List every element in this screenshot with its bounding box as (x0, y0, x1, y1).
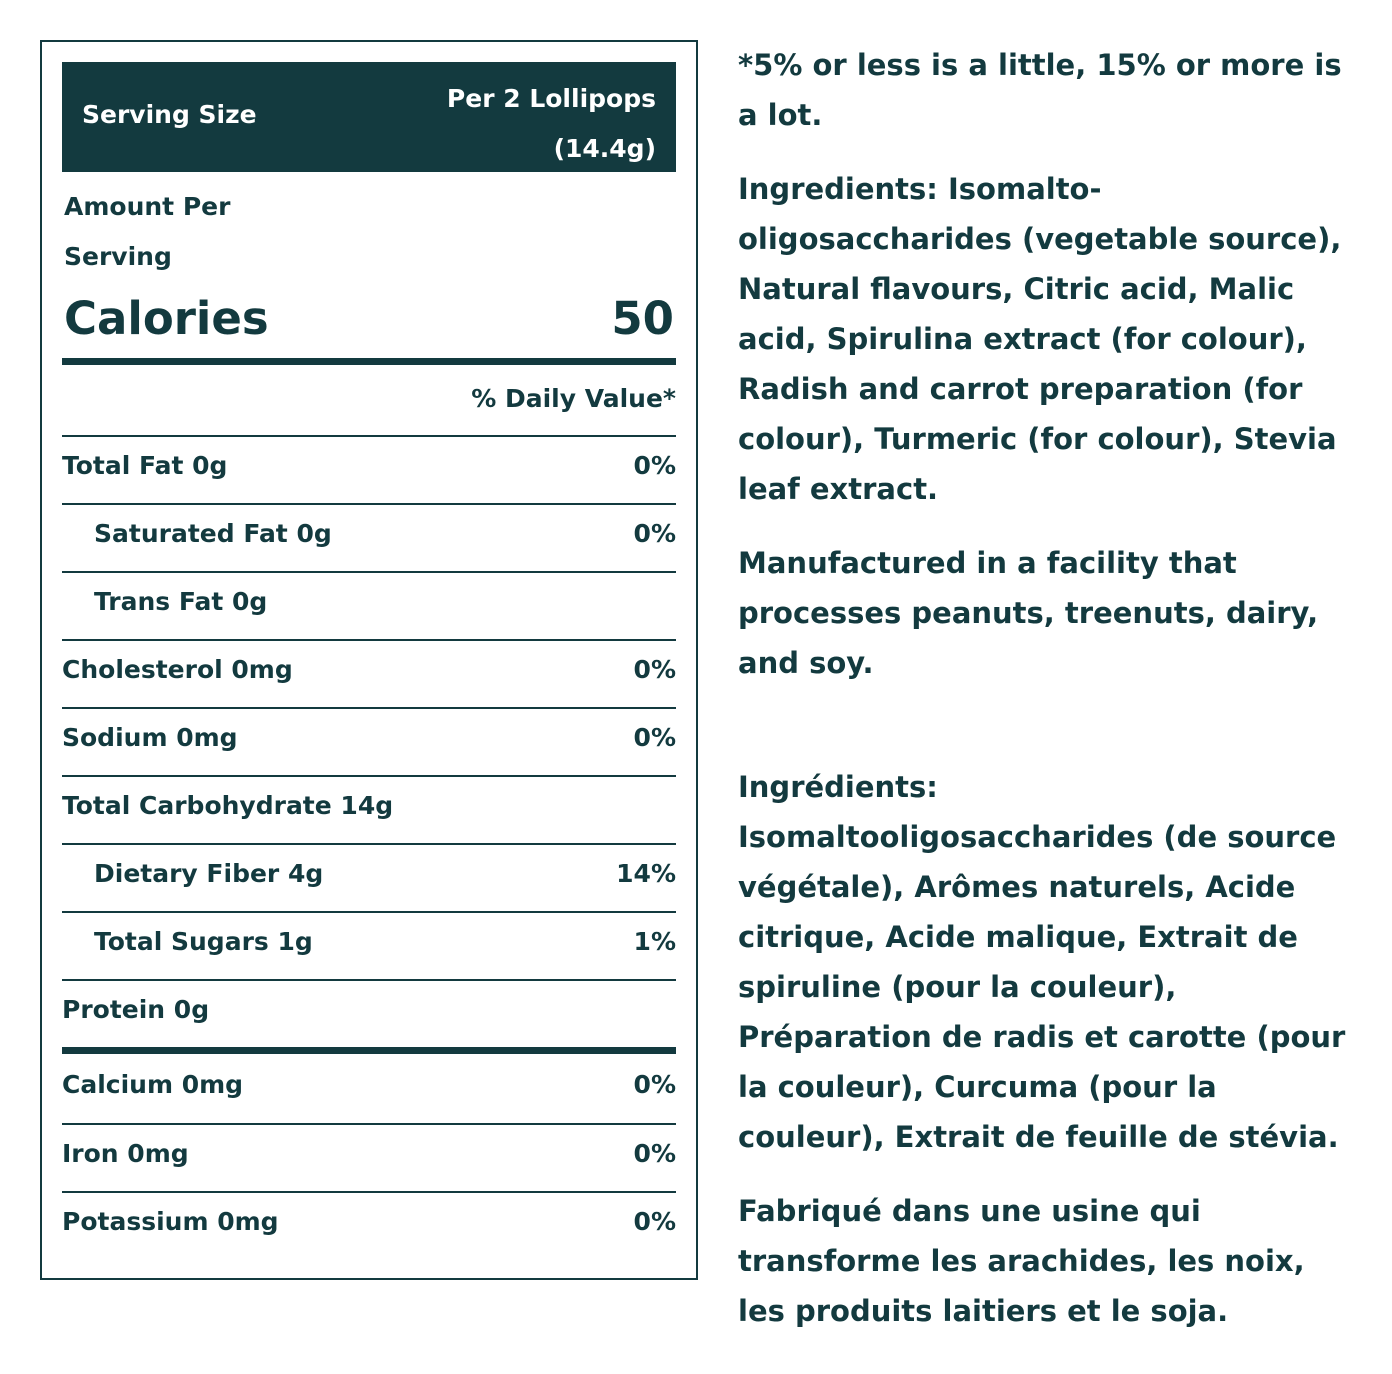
calories-divider (62, 358, 676, 365)
allergen-statement-french: Fabriqué dans une usine qui transforme les arachides, les noix, les produits laitiers et le soja. (738, 1194, 1305, 1328)
nutrient-percent: 1% (633, 927, 676, 956)
serving-size-value (356, 74, 656, 174)
allergen-statement-english: Manufactured in a facility that processes peanuts, treenuts, dairy, and soy. (738, 546, 1319, 680)
ingredients-english: Ingredients: Isomalto-oligosaccharides (vegetable source), Natural flavours, Citric acid, Malic acid, Spirulina extract (for colour), Radish and carrot preparation (for colour), Turmeric (for colour), Stevia leaf extract. (738, 172, 1342, 506)
nutrient-row-total-fat (62, 437, 676, 503)
mineral-name: Calcium 0mg (62, 1070, 244, 1099)
calories-label: Calories (64, 292, 269, 345)
serving-size-bar (62, 62, 676, 172)
spacer (738, 712, 1358, 762)
serving-size-line1: Per 2 Lollipops (446, 84, 656, 113)
nutrient-percent: 0% (633, 519, 676, 548)
mineral-percent: 0% (633, 1207, 676, 1236)
nutrient-percent: 14% (616, 859, 676, 888)
nutrition-facts-panel (40, 40, 698, 1280)
nutrient-name: Saturated Fat 0g (94, 519, 332, 548)
nutrient-row-cholesterol (62, 641, 676, 707)
nutrient-name: Dietary Fiber 4g (94, 859, 324, 888)
mineral-name: Potassium 0mg (62, 1207, 279, 1236)
nutrient-percent: 0% (633, 723, 676, 752)
mineral-row-iron (62, 1125, 676, 1191)
mineral-name: Iron 0mg (62, 1139, 189, 1168)
nutrient-percent: 0% (633, 655, 676, 684)
nutrient-name: Total Fat 0g (62, 451, 228, 480)
mineral-percent: 0% (633, 1070, 676, 1099)
nutrient-row-sodium (62, 709, 676, 775)
mineral-percent: 0% (633, 1139, 676, 1168)
nutrient-row-protein (62, 981, 676, 1047)
serving-size-line2: (14.4g) (553, 134, 656, 163)
nutrient-name: Total Carbohydrate 14g (62, 791, 394, 820)
amount-per-serving (64, 182, 324, 282)
nutrient-name: Cholesterol 0mg (62, 655, 293, 684)
mineral-row-calcium (62, 1056, 676, 1122)
nutrient-name: Sodium 0mg (62, 723, 238, 752)
nutrient-row-saturated-fat (62, 505, 676, 571)
nutrient-name: Trans Fat 0g (94, 587, 268, 616)
mineral-row-potassium (62, 1193, 676, 1259)
label-text-column (738, 40, 1358, 1360)
amount-line1: Amount Per (64, 192, 231, 221)
nutrient-name: Protein 0g (62, 995, 210, 1024)
nutrient-percent: 0% (633, 451, 676, 480)
protein-divider (62, 1047, 676, 1054)
amount-line2: Serving (64, 242, 172, 271)
calories-value: 50 (611, 292, 674, 345)
daily-value-footnote: *5% or less is a little, 15% or more is a lot. (738, 48, 1342, 132)
ingredients-french: Ingrédients: Isomaltooligosaccharides (de source végétale), Arômes naturels, Acide citrique, Acide malique, Extrait de spiruline (pour la couleur), Préparation de radis et carotte (pour la couleur), Curcuma (pour la couleur), Extrait de feuille de stévia. (738, 770, 1346, 1154)
nutrient-row-total-carbohydrate (62, 777, 676, 843)
nutrient-row-dietary-fiber (62, 845, 676, 911)
daily-value-header: % Daily Value* (471, 384, 676, 413)
nutrient-name: Total Sugars 1g (94, 927, 313, 956)
nutrient-row-trans-fat (62, 573, 676, 639)
serving-size-label: Serving Size (82, 100, 257, 129)
nutrient-row-total-sugars (62, 913, 676, 979)
